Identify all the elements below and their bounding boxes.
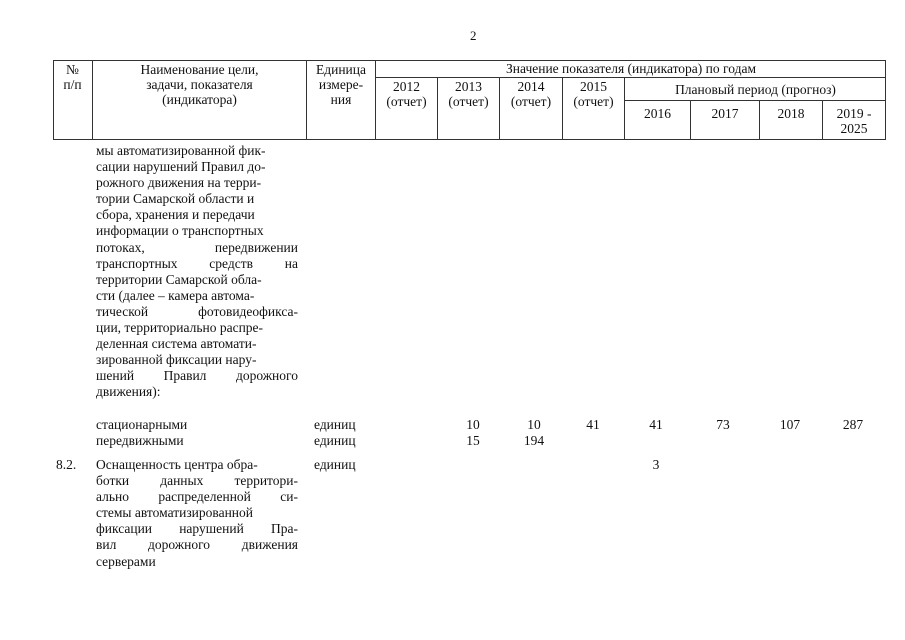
row-stationary-2018: 107 <box>779 417 801 432</box>
text-line: Оснащенность центра обра- <box>96 457 258 472</box>
text-line: тории Самарской области и <box>96 191 255 207</box>
header-year-2014 <box>500 79 562 109</box>
row-mobile-label: передвижными <box>96 433 184 448</box>
text-line: рожного движения на терри- <box>96 175 262 191</box>
plan-year-line: 2019 - <box>836 106 872 121</box>
year-note: (отчет) <box>448 94 489 109</box>
row-stationary-unit: единиц <box>314 417 356 432</box>
row-stationary-2017: 73 <box>716 417 730 432</box>
text-line: зированной фиксации нару- <box>96 352 257 368</box>
header-plan-2017: 2017 <box>711 106 739 121</box>
header-name-line: Наименование цели, <box>140 62 259 77</box>
header-border-bottom <box>53 139 886 140</box>
header-unit <box>307 62 375 107</box>
header-plan-title: Плановый период (прогноз) <box>675 82 836 97</box>
row-stationary-2013: 10 <box>466 417 480 432</box>
year-label: 2015 <box>580 79 607 94</box>
text-line: стемы автоматизированной <box>96 505 254 521</box>
text-line: ботки данных территори- <box>96 473 298 489</box>
row-mobile-unit: единиц <box>314 433 356 448</box>
table-header <box>53 60 886 140</box>
text-line: территории Самарской обла- <box>96 271 262 287</box>
text-line: тической фотовидеофикса- <box>96 303 298 319</box>
header-unit-line: ния <box>330 92 352 107</box>
header-unit-line: измере- <box>318 77 364 92</box>
text-line: сбора, хранения и передачи <box>96 207 255 223</box>
header-plan-2016: 2016 <box>644 106 671 121</box>
row-mobile-2013: 15 <box>466 433 480 448</box>
page-number: 2 <box>470 28 477 43</box>
header-num <box>53 62 92 92</box>
text-line: сти (далее – камера автома- <box>96 287 255 303</box>
row-stationary-2014: 10 <box>527 417 541 432</box>
text-line: фиксации нарушений Пра- <box>96 521 298 537</box>
text-line: деленная система автомати- <box>96 336 257 352</box>
row-82-text <box>96 457 298 570</box>
header-num-line: № <box>66 62 79 77</box>
header-name-line: (индикатора) <box>162 92 237 107</box>
row-stationary-label: стационарными <box>96 417 188 432</box>
text-line: потоках, передвижении <box>96 239 298 255</box>
header-num-line: п/п <box>63 77 82 92</box>
header-name <box>93 62 306 107</box>
row-mobile-2014: 194 <box>523 433 545 448</box>
row-stationary-2016: 41 <box>649 417 663 432</box>
row-82-num: 8.2. <box>56 457 77 472</box>
text-line: вил дорожного движения <box>96 537 298 553</box>
year-label: 2014 <box>517 79 545 94</box>
header-year-2012 <box>376 79 437 109</box>
text-line: шений Правил дорожного <box>96 368 298 384</box>
plan-year-line: 2025 <box>840 121 868 136</box>
year-note: (отчет) <box>573 94 614 109</box>
continuation-text <box>96 143 298 401</box>
year-label: 2013 <box>455 79 482 94</box>
year-note: (отчет) <box>386 94 427 109</box>
text-line: ции, территориально распре- <box>96 320 264 336</box>
header-year-2015 <box>563 79 624 109</box>
text-line: ально распределенной си- <box>96 489 298 505</box>
header-plan-2019-2025 <box>823 106 885 136</box>
header-rule <box>375 77 886 78</box>
text-line: серверами <box>96 553 156 569</box>
row-82-2016: 3 <box>652 457 660 472</box>
row-stationary-2019: 287 <box>842 417 864 432</box>
header-unit-line: Единица <box>315 62 366 77</box>
header-plan-2018: 2018 <box>777 106 805 121</box>
row-82-unit: единиц <box>314 457 356 472</box>
year-label: 2012 <box>393 79 420 94</box>
header-year-2013 <box>438 79 499 109</box>
text-line: сации нарушений Правил до- <box>96 159 266 175</box>
text-line: мы автоматизированной фик- <box>96 143 266 158</box>
header-rule <box>624 100 886 101</box>
header-values-title: Значение показателя (индикатора) по годам <box>506 61 756 76</box>
header-name-line: задачи, показателя <box>146 77 253 92</box>
text-line: информации о транспортных <box>96 223 264 239</box>
text-line: движения): <box>96 384 161 400</box>
text-line: транспортных средств на <box>96 255 298 271</box>
row-stationary-2015: 41 <box>586 417 600 432</box>
year-note: (отчет) <box>510 94 552 109</box>
